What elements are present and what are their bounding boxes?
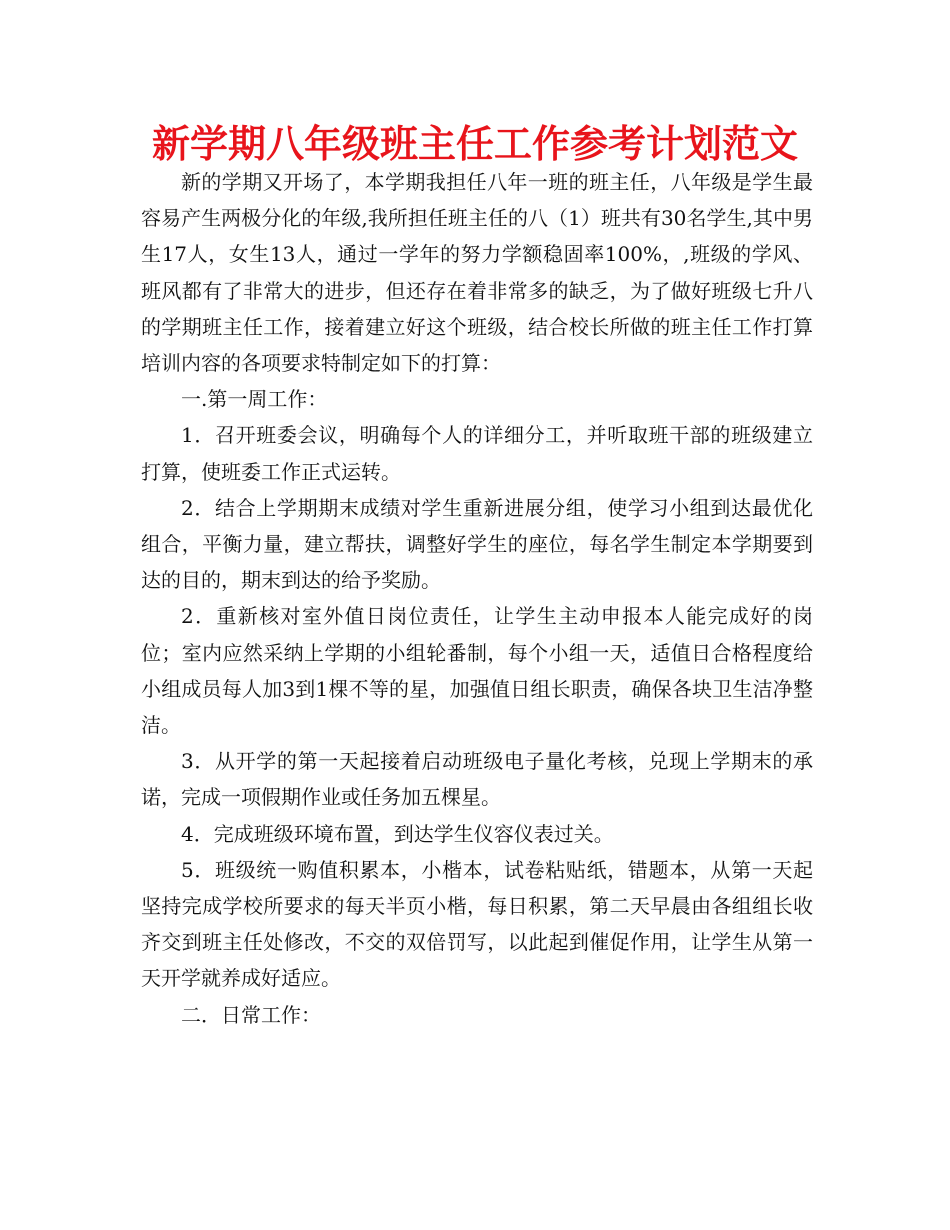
- list-item: 5．班级统一购值积累本，小楷本，试卷粘贴纸，错题本，从第一天起坚持完成学校所要求的每天半页小楷，每日积累，第二天早晨由各组组长收齐交到班主任处修改，不交的双倍罚写，以此起到催促作用，让学生从第一天开学就养成好适应。: [141, 857, 813, 991]
- list-item: 2．重新核对室外值日岗位责任，让学生主动申报本人能完成好的岗位；室内应然采纳上学期的小组轮番制，每个小组一天，适值日合格程度给小组成员每人加3到1棵不等的星，加强值日组长职责，确保各块卫生洁净整洁。: [141, 604, 813, 738]
- document-body: [141, 164, 813, 1033]
- document-title: 新学期八年级班主任工作参考计划范文: [151, 122, 798, 166]
- list-item: 1．召开班委会议，明确每个人的详细分工，并听取班干部的班级建立打算，使班委工作正式运转。: [141, 423, 813, 484]
- section-heading-daily-work: 二．日常工作：: [181, 1002, 321, 1027]
- section-heading-week-one: 一.第一周工作：: [181, 387, 328, 412]
- list-item: 4．完成班级环境布置，到达学生仪容仪表过关。: [181, 821, 614, 846]
- list-item: 3．从开学的第一天起接着启动班级电子量化考核，兑现上学期末的承诺，完成一项假期作业或任务加五棵星。: [141, 749, 813, 810]
- intro-paragraph: 新的学期又开场了，本学期我担任八年一班的班主任，八年级是学生最容易产生两极分化的年级,我所担任班主任的八（1）班共有30名学生,其中男生17人，女生13人，通过一学年的努力学额稳固率100%，,班级的学风、班风都有了非常大的进步，但还存在着非常多的缺乏，为了做好班级七升八的学期班主任工作，接着建立好这个班级，结合校长所做的班主任工作打算培训内容的各项要求特制定如下的打算：: [141, 170, 813, 376]
- list-item: 2．结合上学期期末成绩对学生重新进展分组，使学习小组到达最优化组合，平衡力量，建立帮扶，调整好学生的座位，每名学生制定本学期要到达的目的，期末到达的给予奖励。: [141, 495, 813, 593]
